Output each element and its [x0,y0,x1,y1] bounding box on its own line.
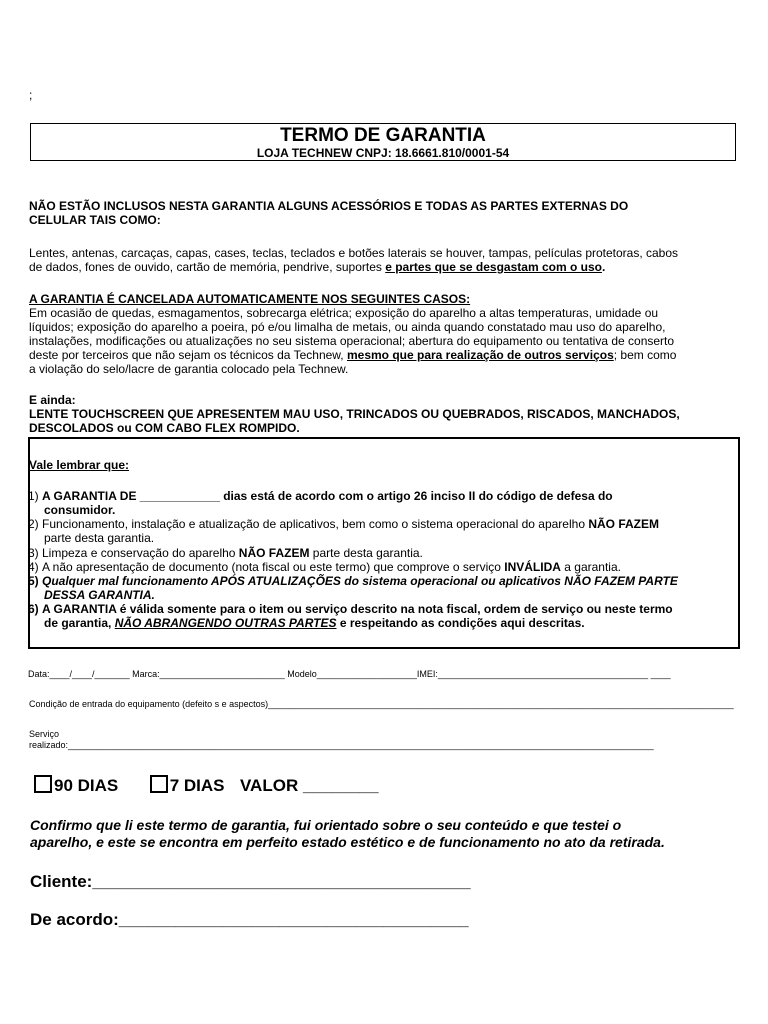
item-emphasis: NÃO FAZEM [238,546,310,560]
remember-item-6 [28,602,728,630]
page-title: TERMO DE GARANTIA [280,125,486,146]
confirmation-text [30,817,665,851]
item-text: parte desta garantia. [44,531,155,545]
remember-item-3 [28,546,728,560]
warranty-options [34,775,379,796]
item-text: a garantia. [560,560,621,574]
item-text: Qualquer mal funcionamento APÓS ATUALIZAÇÕES do sistema operacional ou aplicativos NÃO FAZEM PARTE [42,574,678,588]
cancellation-emphasis: mesmo que para realização de outros serviços [346,348,614,362]
cancellation-heading: A GARANTIA É CANCELADA AUTOMATICAMENTE NOS SEGUINTES CASOS: [29,292,471,306]
remember-item-4 [28,560,728,574]
item-text: de garantia, [44,616,115,630]
service-line[interactable]: realizado:_____________________________________________________________________________________________________________________ [29,740,654,750]
remember-heading: Vale lembrar que: [29,458,130,472]
data-marca-modelo-imei-line[interactable]: Data:____/____/_______ Marca:_________________________ Modelo____________________IMEI:__________________________________________ ____ [28,669,671,679]
item-text: Limpeza e conservação do aparelho [42,546,239,560]
cancellation-text-part: deste por terceiros que não sejam os técnicos da Technew, [29,348,347,362]
exclusions-emphasis: e partes que se desgastam com o uso [385,260,602,274]
option-90-days-label: 90 DIAS [54,776,119,795]
option-7-days-label: 7 DIAS [169,776,225,795]
also-section [29,393,680,435]
item-text: A GARANTIA DE ____________ dias está de acordo com o artigo 26 inciso II do código de defesa do [42,489,613,503]
remember-item-1 [28,489,728,517]
cancellation-line: a violação do selo/lacre de garantia colocado pela Technew. [29,362,349,376]
item-text: e respeitando as condições aqui descritas. [336,616,585,630]
item-number: 4) [28,560,39,574]
exclusions-heading-line: NÃO ESTÃO INCLUSOS NESTA GARANTIA ALGUNS ACESSÓRIOS E TODAS AS PARTES EXTERNAS DO [29,199,629,213]
item-emphasis: NÃO ABRANGENDO OUTRAS PARTES [114,616,337,630]
item-number: 6) [28,602,39,616]
item-text: A não apresentação de documento (nota fiscal ou este termo) que comprove o serviço [42,560,505,574]
item-number: 2) [28,517,39,531]
exclusions-text-part: de dados, fones de ouvido, cartão de memória, pendrive, suportes [29,260,386,274]
cancellation-line [29,348,676,362]
remember-item-5 [28,574,728,602]
store-cnpj: LOJA TECHNEW CNPJ: 18.6661.810/0001-54 [256,146,510,160]
cancellation-line: Em ocasião de quedas, esmagamentos, sobrecarga elétrica; exposição do aparelho a altas temperaturas, umidade ou [29,306,659,320]
item-text: consumidor. [44,503,116,517]
confirmation-line: aparelho, e este se encontra em perfeito estado estético e de funcionamento no ato da retirada. [30,834,665,850]
client-signature-line[interactable]: Cliente:________________________________________ [30,872,471,891]
semicolon-mark: ; [29,88,33,102]
exclusions-text-line [29,260,678,274]
item-text: parte desta garantia. [309,546,423,560]
confirmation-line: Confirmo que li este termo de garantia, fui orientado sobre o seu conteúdo e que testei o [30,817,622,833]
also-label: E ainda: [29,393,76,407]
item-number: 3) [28,546,39,560]
cancellation-line: líquidos; exposição do aparelho a poeira, pó e/ou limalha de metais, ou ainda quando constatado mau uso do aparelho, [29,320,666,334]
service-field[interactable] [29,729,719,751]
remember-item-2 [28,517,728,545]
condition-line[interactable]: Condição de entrada do equipamento (defeito s e aspectos)_____________________________________________________________________________________________ [29,699,734,709]
item-number: 5) [28,574,39,588]
also-line: LENTE TOUCHSCREEN QUE APRESENTEM MAU USO, TRINCADOS OU QUEBRADOS, RISCADOS, MANCHADOS, [29,407,680,421]
item-text: Funcionamento, instalação e atualização de aplicativos, bem como o sistema operacional do aparelho [42,517,589,531]
exclusions-text [29,246,678,274]
also-line: DESCOLADOS ou COM CABO FLEX ROMPIDO. [29,421,300,435]
checkbox-7-days[interactable] [150,775,168,793]
valor-field[interactable]: VALOR ________ [239,776,379,795]
exclusions-heading [29,199,628,227]
item-text: DESSA GARANTIA. [44,588,155,602]
service-label: Serviço [29,729,60,739]
item-emphasis: NÃO FAZEM [588,517,659,531]
cancellation-section [29,292,676,376]
checkbox-90-days[interactable] [34,775,52,793]
exclusions-heading-line: CELULAR TAIS COMO: [29,213,161,227]
agreement-signature-line[interactable]: De acordo:_____________________________________ [30,910,469,929]
item-text: A GARANTIA é válida somente para o item ou serviço descrito na nota fiscal, ordem de serviço ou neste termo [42,602,673,616]
exclusions-text-part: . [601,260,606,274]
item-emphasis: INVÁLIDA [504,560,561,574]
cancellation-line: instalações, modificações ou atualizações no seu sistema operacional; abertura do equipamento ou tentativa de conserto [29,334,675,348]
exclusions-text-line: Lentes, antenas, carcaças, capas, cases, teclas, teclados e botões laterais se houver, tampas, películas protetoras, cabos [29,246,679,260]
item-number: 1) [28,489,39,503]
title-box [30,123,736,161]
cancellation-text-part: ; bem como [613,348,677,362]
